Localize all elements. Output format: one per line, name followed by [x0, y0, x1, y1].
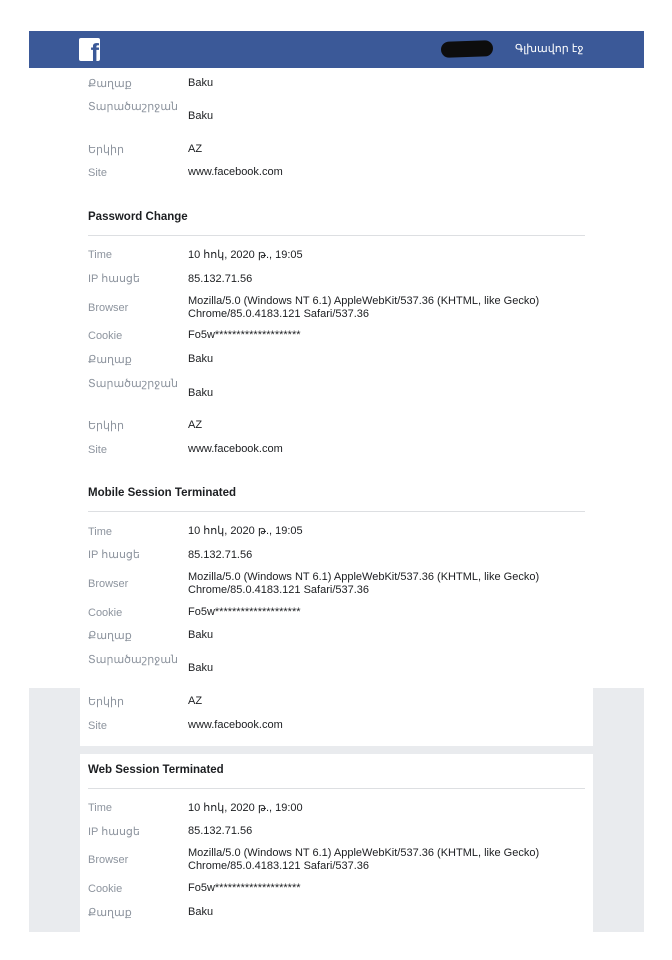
- detail-label: Տարածաշրջան: [88, 654, 179, 666]
- detail-label: Տարածաշրջան: [88, 378, 179, 390]
- detail-label: Երկիր: [88, 696, 124, 708]
- detail-value: 10 հոկ, 2020 թ., 19:05: [188, 249, 303, 261]
- detail-value: Fo5w********************: [188, 606, 301, 618]
- redacted-user-name: [441, 40, 494, 58]
- detail-value: Baku: [188, 629, 214, 641]
- detail-label: Browser: [88, 578, 129, 590]
- home-link[interactable]: Գլխավոր էջ: [515, 43, 584, 55]
- detail-label: Քաղաք: [88, 78, 132, 90]
- detail-label: Քաղաք: [88, 907, 132, 919]
- detail-label: Քաղաք: [88, 630, 132, 642]
- detail-value: Mozilla/5.0 (Windows NT 6.1) AppleWebKit/537.36 (KHTML, like Gecko) Chrome/85.0.4183.121 Safari/537.36: [188, 571, 540, 596]
- detail-value: 85.132.71.56: [188, 549, 253, 561]
- detail-label: Site: [88, 444, 107, 456]
- section-divider: [88, 511, 585, 512]
- detail-label: Browser: [88, 302, 129, 314]
- section-title-password-change: Password Change: [88, 211, 188, 223]
- detail-value: Mozilla/5.0 (Windows NT 6.1) AppleWebKit/537.36 (KHTML, like Gecko) Chrome/85.0.4183.121 Safari/537.36: [188, 847, 540, 872]
- detail-label: Երկիր: [88, 420, 124, 432]
- detail-value: AZ: [188, 143, 203, 155]
- section-title-mobile-session: Mobile Session Terminated: [88, 487, 237, 499]
- detail-label: Տարածաշրջան: [88, 101, 179, 113]
- detail-value: Mozilla/5.0 (Windows NT 6.1) AppleWebKit/537.36 (KHTML, like Gecko) Chrome/85.0.4183.121 Safari/537.36: [188, 295, 540, 320]
- detail-value: AZ: [188, 419, 203, 431]
- detail-label: Time: [88, 249, 113, 261]
- detail-label: IP հասցե: [88, 549, 140, 561]
- detail-label: Քաղաք: [88, 354, 132, 366]
- detail-value: Baku: [188, 662, 214, 674]
- detail-value: www.facebook.com: [188, 166, 283, 178]
- detail-label: Cookie: [88, 883, 123, 895]
- detail-value: www.facebook.com: [188, 719, 283, 731]
- detail-value: Fo5w********************: [188, 882, 301, 894]
- facebook-logo-icon[interactable]: f: [79, 38, 100, 61]
- detail-label: Երկիր: [88, 144, 124, 156]
- detail-value: Baku: [188, 77, 214, 89]
- detail-label: Browser: [88, 854, 129, 866]
- detail-value: Baku: [188, 110, 214, 122]
- detail-value: 10 հոկ, 2020 թ., 19:05: [188, 525, 303, 537]
- detail-label: Site: [88, 167, 107, 179]
- detail-label: Cookie: [88, 607, 123, 619]
- detail-value: AZ: [188, 695, 203, 707]
- section-divider: [88, 788, 585, 789]
- detail-label: IP հասցե: [88, 273, 140, 285]
- detail-value: 85.132.71.56: [188, 273, 253, 285]
- detail-value: www.facebook.com: [188, 443, 283, 455]
- detail-value: Fo5w********************: [188, 329, 301, 341]
- detail-value: 10 հոկ, 2020 թ., 19:00: [188, 802, 303, 814]
- detail-value: Baku: [188, 387, 214, 399]
- detail-label: Time: [88, 802, 113, 814]
- detail-label: Cookie: [88, 330, 123, 342]
- detail-label: IP հասցե: [88, 826, 140, 838]
- detail-label: Site: [88, 720, 107, 732]
- detail-value: Baku: [188, 353, 214, 365]
- detail-label: Time: [88, 526, 113, 538]
- section-divider: [88, 235, 585, 236]
- facebook-header-bar: [29, 31, 644, 68]
- detail-value: 85.132.71.56: [188, 825, 253, 837]
- section-title-web-session: Web Session Terminated: [88, 764, 224, 776]
- detail-value: Baku: [188, 906, 214, 918]
